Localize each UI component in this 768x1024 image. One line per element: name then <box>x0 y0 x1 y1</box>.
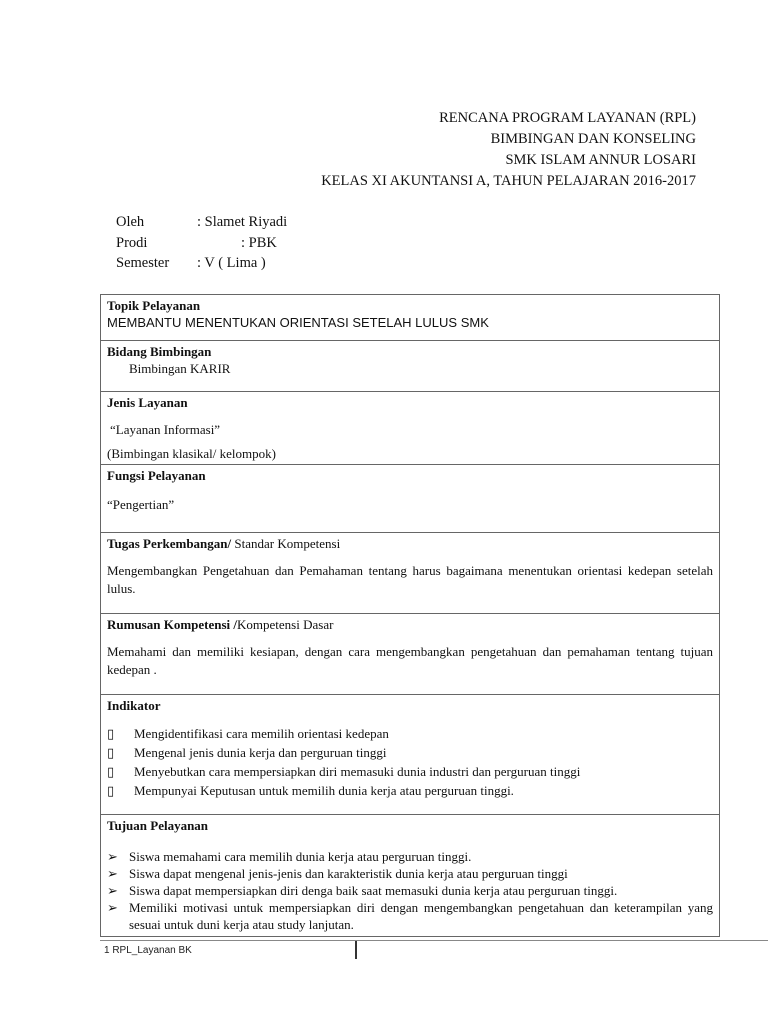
rumusan-subtitle: Kompetensi Dasar <box>237 617 334 632</box>
header-subtitle: BIMBINGAN DAN KONSELING <box>490 131 696 147</box>
topik-cell <box>100 295 720 341</box>
footer-divider <box>100 940 768 941</box>
bullet-icon: ▯ <box>107 726 115 741</box>
list-item <box>107 724 713 743</box>
list-item <box>107 865 713 882</box>
indikator-item-text: Menyebutkan cara mempersiapkan diri memasuki dunia industri dan perguruan tinggi <box>134 764 581 779</box>
rpl-table <box>100 294 720 937</box>
arrow-bullet-icon: ➢ <box>107 849 118 864</box>
list-item <box>107 882 713 899</box>
rumusan-heading <box>107 616 713 633</box>
indikator-cell <box>100 695 720 815</box>
rumusan-title: Rumusan Kompetensi / <box>107 617 238 632</box>
topik-value: MEMBANTU MENENTUKAN ORIENTASI SETELAH LULUS SMK <box>107 315 489 330</box>
tujuan-list <box>107 848 713 933</box>
tujuan-item-text: Siswa memahami cara memilih dunia kerja atau perguruan tinggi. <box>129 849 472 864</box>
bidang-title: Bidang Bimbingan <box>107 344 212 359</box>
oleh-value: : Slamet Riyadi <box>197 214 288 230</box>
header-school: SMK ISLAM ANNUR LOSARI <box>505 152 696 168</box>
header-class-year: KELAS XI AKUNTANSI A, TAHUN PELAJARAN 2016-2017 <box>321 173 696 189</box>
indikator-item-text: Mengenal jenis dunia kerja dan perguruan tinggi <box>134 745 387 760</box>
tugas-cell <box>100 533 720 614</box>
rumusan-value: Memahami dan memiliki kesiapan, dengan cara mengembangkan pengetahuan dan pemahaman tentang tujuan kedepan . <box>107 644 713 677</box>
arrow-bullet-icon: ➢ <box>107 883 118 898</box>
prodi-label: Prodi <box>116 234 148 251</box>
tugas-value: Mengembangkan Pengetahuan dan Pemahaman tentang harus bagaimana menentukan orientasi kedepan setelah lulus. <box>107 563 713 596</box>
tujuan-cell <box>100 815 720 937</box>
tujuan-item-text: Memiliki motivasi untuk mempersiapkan diri dengan mengembangkan pengetahuan dan keterampilan yang sesuai untuk duni kerja atau study lanjutan. <box>129 900 713 932</box>
prodi-value: : PBK <box>241 234 277 251</box>
bullet-icon: ▯ <box>107 783 115 798</box>
fungsi-value: “Pengertian” <box>107 497 175 512</box>
jenis-title: Jenis Layanan <box>107 395 188 410</box>
list-item <box>107 762 713 781</box>
topik-title: Topik Pelayanan <box>107 298 201 313</box>
jenis-cell <box>100 392 720 465</box>
list-item <box>107 781 713 800</box>
indikator-list <box>107 724 713 800</box>
prodi-row <box>116 233 287 254</box>
semester-label: Semester <box>116 255 170 271</box>
tugas-title: Tugas Perkembangan/ <box>107 536 232 551</box>
indikator-item-text: Mempunyai Keputusan untuk memilih dunia kerja atau perguruan tinggi. <box>134 783 514 798</box>
bullet-icon: ▯ <box>107 745 115 760</box>
tujuan-item-text: Siswa dapat mengenal jenis-jenis dan karakteristik dunia kerja atau perguruan tinggi <box>129 866 568 881</box>
list-item <box>107 899 713 933</box>
list-item <box>107 743 713 762</box>
list-item <box>107 848 713 865</box>
oleh-row <box>116 212 287 233</box>
bidang-value: Bimbingan KARIR <box>129 361 231 376</box>
indikator-item-text: Mengidentifikasi cara memilih orientasi kedepan <box>134 726 389 741</box>
fungsi-cell <box>100 465 720 533</box>
bullet-icon: ▯ <box>107 764 115 779</box>
fungsi-title: Fungsi Pelayanan <box>107 468 206 483</box>
tujuan-item-text: Siswa dapat mempersiapkan diri denga baik saat memasuki dunia kerja atau perguruan tinggi. <box>129 883 618 898</box>
bidang-cell <box>100 341 720 392</box>
jenis-value: “Layanan Informasi” <box>110 422 221 437</box>
semester-row <box>116 253 287 274</box>
document-header <box>321 108 696 192</box>
arrow-bullet-icon: ➢ <box>107 900 118 915</box>
author-info <box>116 212 287 274</box>
indikator-title: Indikator <box>107 698 161 713</box>
header-title: RENCANA PROGRAM LAYANAN (RPL) <box>439 110 696 126</box>
arrow-bullet-icon: ➢ <box>107 866 118 881</box>
text-cursor <box>355 941 357 959</box>
tujuan-title: Tujuan Pelayanan <box>107 818 209 833</box>
page-footer: 1 RPL_Layanan BK <box>104 945 192 956</box>
tugas-heading <box>107 535 713 552</box>
oleh-label: Oleh <box>116 214 145 230</box>
rumusan-cell <box>100 614 720 695</box>
semester-value: : V ( Lima ) <box>197 255 266 271</box>
jenis-note: (Bimbingan klasikal/ kelompok) <box>107 446 276 461</box>
tugas-subtitle: Standar Kompetensi <box>231 536 341 551</box>
